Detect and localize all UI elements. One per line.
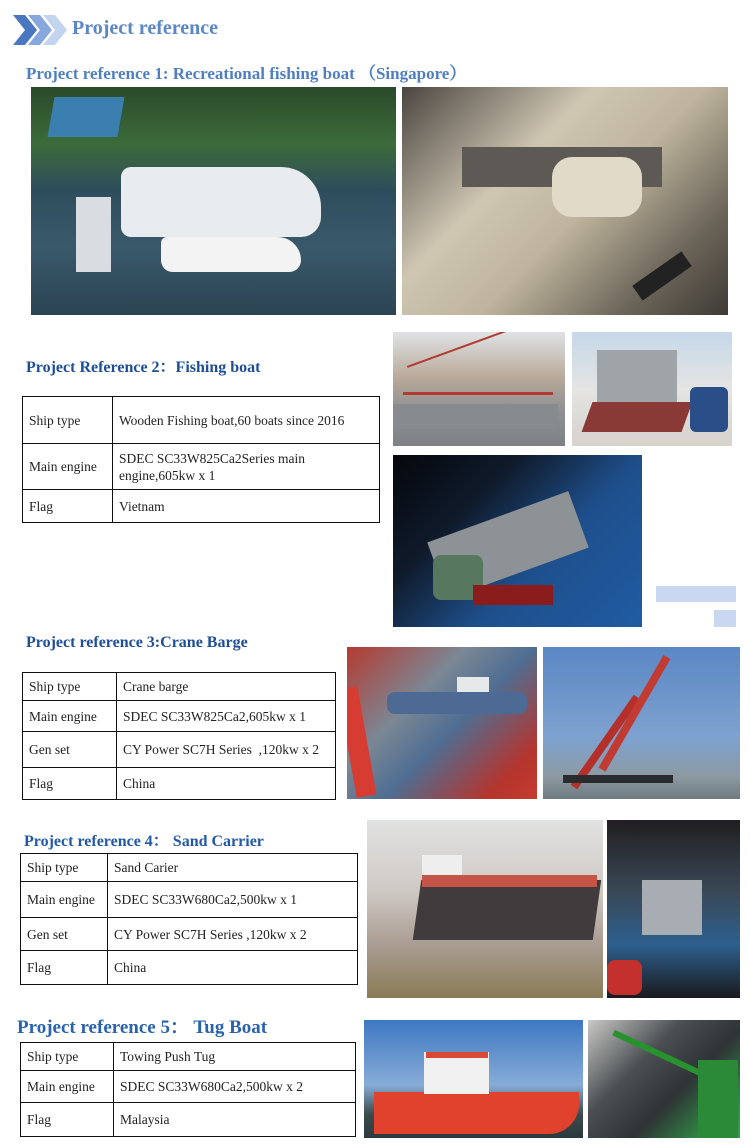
- table-row: [23, 490, 380, 523]
- project-4-spec-table: [20, 853, 358, 985]
- photo-tug-boat: [364, 1020, 583, 1138]
- photo-engine-red-room: [347, 647, 537, 799]
- table-row: [23, 673, 336, 701]
- table-row: [21, 882, 358, 918]
- photo-engine-gearbox: [572, 332, 732, 446]
- triple-chevron-right-icon: [13, 15, 68, 45]
- project-3-spec-table: [22, 672, 336, 800]
- decorative-bar: [656, 586, 736, 602]
- project-4-title: Project reference 4： Sand Carrier: [24, 833, 264, 850]
- spec-value: SDEC SC33W825Ca2Series main engine,605kw x 1: [113, 444, 380, 490]
- table-row: [21, 854, 358, 882]
- table-row: [21, 951, 358, 985]
- spec-label: Gen set: [21, 918, 108, 951]
- spec-value: Vietnam: [113, 490, 380, 523]
- table-row: [23, 701, 336, 732]
- spec-value: CY Power SC7H Series ,120kw x 2: [117, 732, 336, 768]
- spec-label: Main engine: [21, 882, 108, 918]
- spec-value: China: [108, 951, 358, 985]
- spec-label: Ship type: [21, 854, 108, 882]
- photo-engine-cream: [402, 87, 728, 315]
- table-row: [23, 444, 380, 490]
- table-row: [23, 397, 380, 444]
- spec-label: Main engine: [21, 1071, 114, 1103]
- spec-label: Gen set: [23, 732, 117, 768]
- spec-value: SDEC SC33W680Ca2,500kw x 1: [108, 882, 358, 918]
- page-title: Project reference: [72, 17, 219, 39]
- spec-label: Main engine: [23, 701, 117, 732]
- spec-label: Ship type: [21, 1043, 114, 1071]
- project-5-spec-table: [20, 1042, 356, 1137]
- photo-crane-barge: [543, 647, 740, 799]
- photo-engine-green-rails: [588, 1020, 740, 1138]
- spec-label: Flag: [23, 768, 117, 800]
- spec-label: Flag: [21, 951, 108, 985]
- table-row: [21, 1071, 356, 1103]
- table-row: [21, 1043, 356, 1071]
- table-row: [23, 732, 336, 768]
- photo-yachts-marina: [31, 87, 396, 315]
- spec-value: Malaysia: [114, 1103, 356, 1137]
- spec-value: SDEC SC33W825Ca2,605kw x 1: [117, 701, 336, 732]
- spec-value: China: [117, 768, 336, 800]
- table-row: [21, 918, 358, 951]
- spec-value: Wooden Fishing boat,60 boats since 2016: [113, 397, 380, 444]
- spec-value: SDEC SC33W680Ca2,500kw x 2: [114, 1071, 356, 1103]
- photo-engine-technician: [607, 820, 740, 998]
- project-5-title: Project reference 5： Tug Boat: [17, 1017, 268, 1038]
- table-row: [21, 1103, 356, 1137]
- spec-label: Main engine: [23, 444, 113, 490]
- spec-value: CY Power SC7H Series ,120kw x 2: [108, 918, 358, 951]
- project-2-spec-table: [22, 396, 380, 523]
- photo-sand-carrier: [367, 820, 603, 998]
- spec-label: Ship type: [23, 673, 117, 701]
- spec-value: Crane barge: [117, 673, 336, 701]
- spec-label: Flag: [23, 490, 113, 523]
- spec-label: Flag: [21, 1103, 114, 1137]
- project-3-title: Project reference 3:Crane Barge: [26, 634, 248, 651]
- spec-label: Ship type: [23, 397, 113, 444]
- table-row: [23, 768, 336, 800]
- project-1-title: Project reference 1: Recreational fishing boat （Singapore）: [26, 64, 467, 83]
- spec-value: Sand Carier: [108, 854, 358, 882]
- decorative-square: [714, 610, 736, 627]
- spec-value: Towing Push Tug: [114, 1043, 356, 1071]
- photo-engine-blue-room: [393, 455, 642, 627]
- photo-fishing-boat: [393, 332, 565, 446]
- project-2-title: Project Reference 2：Fishing boat: [26, 359, 261, 376]
